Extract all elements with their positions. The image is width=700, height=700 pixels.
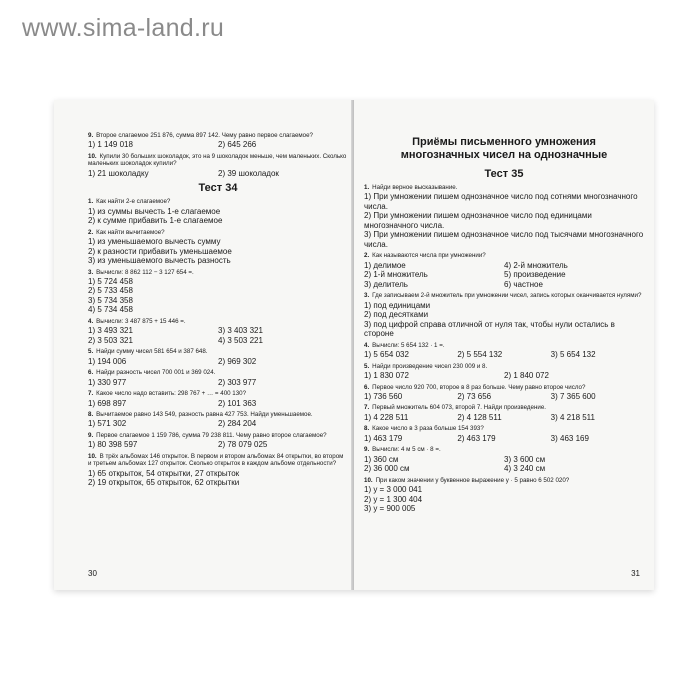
answer-option: 1) 5 724 458 <box>88 276 133 286</box>
answer-option: 2) 303 977 <box>218 377 257 387</box>
question-number: 5. <box>364 362 370 370</box>
question <box>88 348 348 355</box>
answer-options <box>364 301 644 339</box>
answer-option: 1) 736 560 <box>364 391 403 401</box>
question <box>88 229 348 236</box>
question-text: В трёх альбомах 146 открыток. В первом и втором альбомах 84 открытки, во втором и третьем альбомах 127 открыток. Сколько открыток в каждом альбоме отдельности? <box>88 452 344 468</box>
answer-option: 3) у = 900 005 <box>364 504 416 514</box>
answer-options <box>364 371 644 381</box>
right-page <box>354 100 654 590</box>
answer-option: 2) 5 554 132 <box>457 350 503 360</box>
answer-option: 1) под единицами <box>364 300 431 310</box>
question-text: Найди разность чисел 700 001 и 369 024. <box>96 369 216 377</box>
answer-option: 1) 194 006 <box>88 356 127 366</box>
answer-option: 4) 3 503 221 <box>218 335 263 345</box>
question-number: 6. <box>88 369 94 377</box>
question-text: Найди сумму чисел 581 654 и 387 648. <box>96 348 208 356</box>
question-number: 1. <box>88 198 94 206</box>
question <box>88 132 348 139</box>
answer-option: 1) делимое <box>364 260 406 270</box>
question-number: 10. <box>364 476 373 484</box>
left-page <box>54 100 354 590</box>
left-page-content <box>88 132 348 491</box>
answer-options <box>364 192 644 249</box>
answer-option: 2) 284 204 <box>218 419 257 429</box>
question-number: 6. <box>364 383 370 391</box>
answer-options <box>88 326 348 345</box>
answer-option: 1) у = 3 000 041 <box>364 485 423 495</box>
question <box>364 446 644 453</box>
question <box>364 363 644 370</box>
question-text: Первое число 920 700, второе в 8 раз больше. Чему равно второе число? <box>372 383 586 391</box>
question-text: Вычисли: 3 487 875 + 15 446 =. <box>96 317 186 325</box>
question-text: Где записываем 2-й множитель при умножении чисел, запись которых оканчивается нулями? <box>372 292 642 300</box>
answer-option: 4) 5 734 458 <box>88 305 133 315</box>
question-text: Какое число надо вставить: 298 767 + … = 400 130? <box>96 390 247 398</box>
answer-option: 2) 645 266 <box>218 140 257 150</box>
answer-options <box>364 455 644 474</box>
answer-option: 2) 19 открыток, 65 открыток, 62 открытки <box>88 478 240 488</box>
question-text: Как называются числа при умножении? <box>372 252 486 260</box>
answer-option: 3) 463 169 <box>550 433 589 443</box>
open-book <box>54 100 654 590</box>
question <box>364 477 644 484</box>
answer-option: 3) из уменьшаемого вычесть разность <box>88 256 231 266</box>
question-text: Как найти вычитаемое? <box>96 228 165 236</box>
answer-option: 3) 5 654 132 <box>550 350 596 360</box>
answer-options <box>88 169 348 179</box>
answer-options <box>88 140 348 150</box>
question <box>88 390 348 397</box>
answer-option: 2) к разности прибавить уменьшаемое <box>88 246 232 256</box>
answer-option: 1) 65 открыток, 54 открытки, 27 открыток <box>88 468 240 478</box>
question-text: Вычисли: 5 654 132 · 1 =. <box>372 341 445 349</box>
left-page-number: 30 <box>88 569 97 578</box>
answer-option: 1) 80 398 597 <box>88 440 138 450</box>
answer-option: 1) 463 179 <box>364 433 403 443</box>
answer-option: 2) к сумме прибавить 1-е слагаемое <box>88 216 223 226</box>
answer-option: 4) 2-й множитель <box>504 260 568 270</box>
answer-option: 1) 5 654 032 <box>364 350 409 360</box>
answer-option: 2) под десятками <box>364 310 429 320</box>
answer-option: 1) 4 228 511 <box>364 412 409 422</box>
answer-options <box>88 357 348 367</box>
answer-option: 3) При умножении пишем однозначное число под тысячами многозначного числа. <box>364 230 644 249</box>
watermark-text: www.sima-land.ru <box>22 14 225 42</box>
answer-option: 2) 5 733 458 <box>88 286 133 296</box>
answer-option: 2) 1-й множитель <box>364 270 428 280</box>
question-text: Второе слагаемое 251 876, сумма 897 142. Чему равно первое слагаемое? <box>96 132 313 139</box>
answer-option: 3) 5 734 358 <box>88 295 133 305</box>
question <box>364 342 644 349</box>
answer-option: 1) из уменьшаемого вычесть сумму <box>88 237 221 247</box>
answer-options <box>364 392 644 402</box>
answer-options <box>364 350 644 360</box>
question-text: Вычисли: 4 м 5 см · 8 =. <box>372 446 441 454</box>
question-number: 2. <box>88 228 94 236</box>
question-number: 3. <box>364 292 370 300</box>
question-text: Найди произведение чисел 230 009 и 8. <box>372 362 488 370</box>
answer-option: 2) 36 000 см <box>364 464 410 474</box>
question-text: Как найти 2-е слагаемое? <box>96 198 171 206</box>
chapter-title-line-1: Приёмы письменного умножения <box>412 136 596 148</box>
answer-option: 2) 1 840 072 <box>504 371 549 381</box>
answer-option: 1) 1 830 072 <box>364 371 409 381</box>
answer-option: 2) При умножении пишем однозначное число под единицами многозначного числа. <box>364 211 592 230</box>
answer-option: 1) 21 шоколадку <box>88 168 149 178</box>
answer-option: 3) 3 403 321 <box>218 326 263 336</box>
right-page-content <box>364 136 644 517</box>
question <box>364 404 644 411</box>
answer-option: 1) 360 см <box>364 454 399 464</box>
question-number: 5. <box>88 348 94 356</box>
answer-option: 2) у = 1 300 404 <box>364 494 423 504</box>
answer-option: 2) 101 363 <box>218 398 257 408</box>
answer-option: 1) из суммы вычесть 1-е слагаемое <box>88 206 221 216</box>
question <box>88 269 348 276</box>
question-number: 7. <box>88 390 94 398</box>
question-text: Какое число в 3 раза больше 154 393? <box>372 425 484 433</box>
answer-option: 3) 4 218 511 <box>550 412 595 422</box>
right-page-number: 31 <box>631 569 640 578</box>
answer-option: 6) частное <box>504 279 543 289</box>
question-number: 4. <box>88 317 94 325</box>
answer-options <box>88 378 348 388</box>
answer-option: 5) произведение <box>504 270 566 280</box>
question-text: Купили 30 больших шоколадок, это на 9 шоколадок меньше, чем маленьких. Сколько маленьких шоколадок купили? <box>88 152 347 168</box>
answer-options <box>364 485 644 514</box>
question <box>364 425 644 432</box>
question-number: 9. <box>88 431 94 439</box>
question-text: Вычисли: 8 862 112 − 3 127 654 =. <box>96 268 194 276</box>
question-text: Вычитаемое равно 143 549, разность равна 427 753. Найди уменьшаемое. <box>96 411 313 419</box>
answer-option: 2) 4 128 511 <box>457 412 502 422</box>
question <box>88 318 348 325</box>
answer-option: 2) 463 179 <box>457 433 496 443</box>
answer-options <box>88 399 348 409</box>
question <box>364 292 644 299</box>
answer-option: 2) 3 503 321 <box>88 335 133 345</box>
question <box>364 384 644 391</box>
answer-option: 3) делитель <box>364 279 408 289</box>
question-number: 3. <box>88 268 94 276</box>
question-number: 7. <box>364 404 370 412</box>
question <box>88 198 348 205</box>
answer-option: 3) под цифрой справа отличной от нуля так, чтобы нули остались в стороне <box>364 319 615 339</box>
test-35-title: Тест 35 <box>484 168 524 180</box>
question <box>364 184 644 191</box>
answer-options <box>88 419 348 429</box>
question-number: 10. <box>88 452 97 460</box>
answer-option: 1) При умножении пишем однозначное число под сотнями многозначного числа. <box>364 192 638 211</box>
question <box>364 252 644 259</box>
answer-options <box>88 207 348 226</box>
answer-options <box>364 261 644 290</box>
chapter-title-line-2: многозначных чисел на однозначные <box>400 149 608 161</box>
answer-option: 3) 3 600 см <box>504 454 546 464</box>
answer-option: 2) 969 302 <box>218 356 257 366</box>
answer-options <box>364 413 644 423</box>
answer-option: 1) 3 493 321 <box>88 326 133 336</box>
answer-option: 3) 7 365 600 <box>550 391 596 401</box>
question <box>88 453 348 468</box>
question <box>88 153 348 168</box>
question-number: 9. <box>88 132 94 139</box>
question-number: 1. <box>364 184 370 191</box>
answer-options <box>88 277 348 315</box>
answer-options <box>364 434 644 444</box>
question-number: 8. <box>364 425 370 433</box>
question <box>88 369 348 376</box>
question-text: Найди верное высказывание. <box>372 184 458 191</box>
question <box>88 432 348 439</box>
answer-options <box>88 469 348 488</box>
question <box>88 411 348 418</box>
answer-option: 1) 330 977 <box>88 377 127 387</box>
chapter-title <box>364 136 644 162</box>
answer-option: 2) 78 079 025 <box>218 440 268 450</box>
question-number: 4. <box>364 341 370 349</box>
question-number: 2. <box>364 252 370 260</box>
question-text: Первый множитель 604 073, второй 7. Найди произведение. <box>372 404 546 412</box>
question-text: Первое слагаемое 1 159 786, сумма 79 238 811. Чему равно второе слагаемое? <box>96 431 327 439</box>
question-number: 9. <box>364 446 370 454</box>
question-number: 10. <box>88 152 97 160</box>
test-34-title: Тест 34 <box>198 182 238 195</box>
answer-option: 1) 571 302 <box>88 419 127 429</box>
answer-option: 1) 698 897 <box>88 398 127 408</box>
answer-option: 2) 73 656 <box>457 391 492 401</box>
answer-options <box>88 237 348 266</box>
question-number: 8. <box>88 411 94 419</box>
test-35-items <box>364 184 644 514</box>
answer-options <box>88 440 348 450</box>
answer-option: 4) 3 240 см <box>504 464 546 474</box>
question-text: При каком значении у буквенное выражение у · 5 равно 6 502 020? <box>375 476 570 484</box>
answer-option: 1) 1 149 018 <box>88 140 133 150</box>
answer-option: 2) 39 шоколадок <box>218 168 279 178</box>
